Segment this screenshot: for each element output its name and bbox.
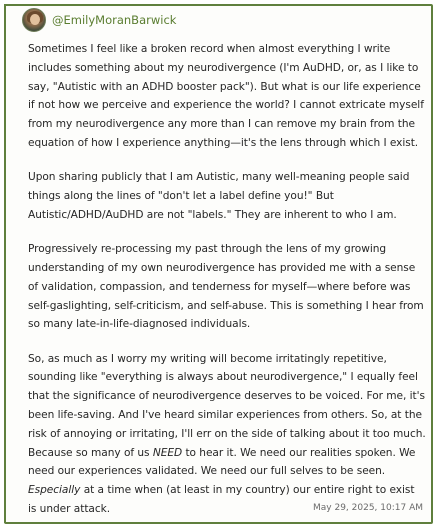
paragraph-4-part-c: at a time when (at least in my country) our entire right to exist is under attack. xyxy=(28,484,415,516)
paragraph-1: Sometimes I feel like a broken record when almost everything I write includes something about my neurodivergence (I'm AuDHD, or, as I like to say, "Autistic with an ADHD booster pack"). But what is our life experience if not how we perceive and experience the world? I cannot extricate myself from my neurodivergence any more than I can remove my brain from the equation of how I experience anything—it's the lens through which I exist. xyxy=(28,43,424,149)
post-body xyxy=(28,40,426,519)
paragraph-3: Progressively re-processing my past through the lens of my growing understanding of my own neurodivergence has provided me with a sense of validation, compassion, and tenderness for myself—where before was self-gaslighting, self-criticism, and self-abuse. This is something I hear from so many late-in-life-diagnosed individuals. xyxy=(28,243,424,331)
post-timestamp[interactable]: May 29, 2025, 10:17 AM xyxy=(313,503,423,513)
post-header xyxy=(22,7,176,33)
emphasis-especially: Especially xyxy=(28,484,81,497)
paragraph-2: Upon sharing publicly that I am Autistic, many well-meaning people said things along the lines of "don't let a label define you!" But Autistic/ADHD/AuDHD are not "labels." They are inherent to who I am. xyxy=(28,171,410,221)
avatar[interactable] xyxy=(22,8,46,32)
emphasis-need: NEED xyxy=(152,446,183,459)
paragraph-4-part-b: to hear it. We need our realities spoken. We need our experiences validated. We need our full selves to be seen. xyxy=(28,446,416,478)
username-link[interactable]: @EmilyMoranBarwick xyxy=(52,13,177,27)
avatar-face xyxy=(30,14,40,25)
paragraph-4 xyxy=(28,350,426,519)
paragraph-4-part-a: So, as much as I worry my writing will become irritatingly repetitive, sounding like "everything is always about neurodivergence," I equally feel that the significance of neurodivergence deserves to be voiced. For me, it's been life-saving. And I've heard similar experiences from others. So, at the risk of annoying or irritating, I'll err on the side of talking about it too much. Because so many of us xyxy=(28,352,426,459)
